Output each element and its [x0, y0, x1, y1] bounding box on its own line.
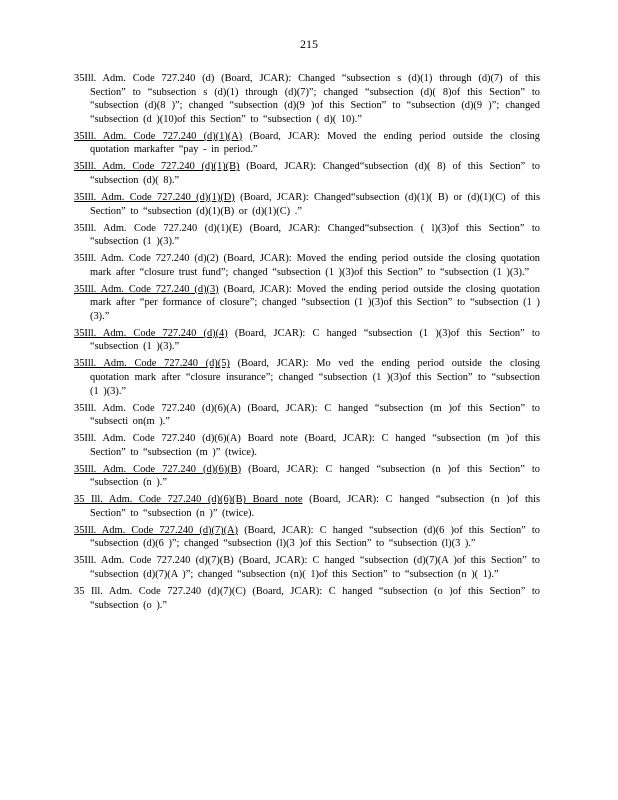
amendment-entry: [74, 252, 540, 279]
entry-citation: 35Ill. Adm. Code 727.240 (d)(2) (Board, JCAR):: [74, 253, 292, 265]
entry-text: (Board, JCAR): Changed“subsection (d)(1)( B) or (d)(1)(C) of this Section” to “subsection (d)(1)(B) or (d)(1)(C) .”: [90, 191, 540, 217]
amendment-entry: [74, 463, 540, 490]
entry-text: (Board, JCAR): Moved the ending period outside the closing quotation markafter “pay - in period.”: [90, 130, 541, 156]
amendment-entry: [74, 160, 540, 187]
entry-text: (Board, JCAR): Mo ved the ending period outside the closing quotation mark after “closure insurance”; changed “subsection (1 )(3)of this Section” to “subsection (1 )(3).”: [90, 358, 540, 397]
amendment-entry: [74, 283, 540, 324]
amendment-entry: [74, 493, 540, 520]
entry-underlined-citation: 35 Ill. Adm. Code 727.240 (d)(6)(B) Board note: [74, 494, 303, 506]
entry-underlined-citation: 35Ill. Adm. Code 727.240 (d)(4): [74, 327, 228, 339]
entry-text: Changed“subsection ( l)(3)of this Section” to “subsection (1 )(3).”: [90, 222, 540, 248]
amendment-entry: [74, 402, 540, 429]
entry-text: C hanged “subsection (o )of this Section” to “subsection (o ).”: [90, 586, 541, 611]
amendment-entry: [74, 72, 540, 126]
entry-text: (Board, JCAR): C hanged “subsection (n )of this Section” to “subsection (n )” (twice).: [90, 494, 540, 519]
entry-text: C hanged “subsection (d)(7)(A )of this Section” to “subsection (d)(7)(A )”; changed “subsection (n)( 1)of this Section” to “subsection (n )( 1).”: [90, 555, 540, 581]
entry-underlined-citation: 35Ill. Adm. Code 727.240 (d)(6)(B): [74, 463, 242, 475]
amendment-list: [74, 72, 540, 616]
amendment-entry: [74, 357, 540, 398]
entry-underlined-citation: 35Ill. Adm. Code 727.240 (d)(1)(D): [74, 191, 235, 203]
entry-citation: 35Ill. Adm. Code 727.240 (d)(6)(A) (Board, JCAR):: [74, 402, 318, 414]
entry-text: Changed “subsection s (d)(1) through (d)(7) of this Section” to “subsection s (d)(1) through (d)(7)”; changed “subsection (d)( 8)of this Section” to “subsection (d)(8 )”; changed “subsection (d)(9 )of this Section” to “subsection (d)(9 )”; changed “subsection (d )(10)of this Section” to “subsection ( d)( 10).”: [90, 73, 541, 125]
entry-text: (Board, JCAR): Changed“subsection (d)( 8) of this Section” to “subsection (d)( 8).”: [90, 161, 541, 186]
entry-text: C hanged “subsection (m )of this Section” to “subsecti on(m ).”: [90, 402, 540, 428]
entry-citation: 35Ill. Adm. Code 727.240 (d)(1)(E) (Board, JCAR):: [74, 222, 321, 234]
amendment-entry: [74, 130, 540, 157]
amendment-entry: [74, 191, 540, 218]
entry-underlined-citation: 35Ill. Adm. Code 727.240 (d)(5): [74, 358, 230, 370]
amendment-entry: [74, 432, 540, 459]
amendment-entry: [74, 524, 540, 551]
amendment-entry: [74, 327, 540, 354]
entry-underlined-citation: 35Ill. Adm. Code 727.240 (d)(1)(A): [74, 130, 243, 142]
entry-citation: 35Ill. Adm. Code 727.240 (d) (Board, JCAR):: [74, 73, 292, 84]
page-number: 215: [300, 37, 318, 51]
amendment-entry: [74, 222, 540, 249]
entry-underlined-citation: 35Ill. Adm. Code 727.240 (d)(1)(B): [74, 161, 240, 173]
entry-underlined-citation: 35Ill. Adm. Code 727.240 (d)(7)(A): [74, 524, 239, 536]
entry-citation: 35Ill. Adm. Code 727.240 (d)(6)(A) Board note (Board, JCAR):: [74, 433, 375, 445]
entry-text: (Board, JCAR): C hanged “subsection (n )of this Section” to “subsection (n ).”: [90, 463, 540, 489]
entry-text: (Board, JCAR): C hanged “subsection (1 )(3)of this Section” to “subsection (1 )(3).”: [90, 327, 540, 353]
entry-text: (Board, JCAR): Moved the ending period outside the closing quotation mark after “per formance of closure”; changed “subsection (1 )(3)of this Section” to “subsection (1 )(3).”: [90, 283, 540, 322]
amendment-entry: [74, 585, 540, 612]
amendment-entry: [74, 554, 540, 581]
entry-text: C hanged “subsection (m )of this Section” to “subsection (m )” (twice).: [90, 433, 541, 458]
entry-text: (Board, JCAR): C hanged “subsection (d)(6 )of this Section” to “subsection (d)(6 )”; changed “subsection (l)(3 )of this Section” to “subsection (l)(3 ).”: [90, 524, 541, 550]
entry-citation: 35 Ill. Adm. Code 727.240 (d)(7)(C) (Board, JCAR):: [74, 586, 323, 598]
entry-citation: 35Ill. Adm. Code 727.240 (d)(7)(B) (Board, JCAR):: [74, 555, 308, 567]
entry-text: Moved the ending period outside the closing quotation mark after “closure trust fund”; changed “subsection (1 )(3)of this Section” to “subsection (1 )(3).”: [90, 253, 540, 278]
entry-underlined-citation: 35Ill. Adm. Code 727.240 (d)(3): [74, 283, 219, 295]
